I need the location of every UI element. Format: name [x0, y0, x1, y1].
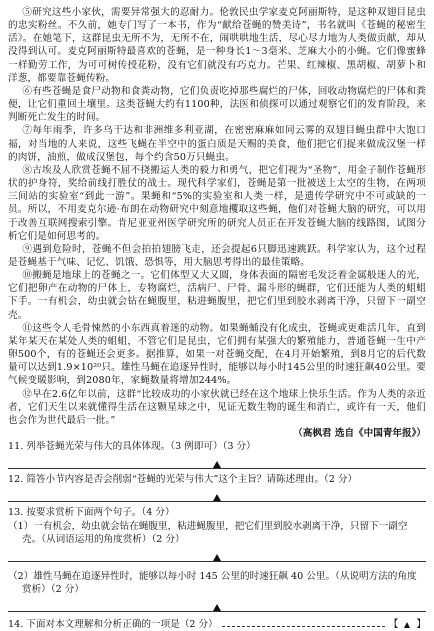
passage-paragraph-12: ⑫早在2.6亿年以前，这群“比较成功的小家伙就已经在这个地球上快乐生活。作为人类的亲近者，它们天生以来就懂得生活在这颗星球之中，见证无数生物的诞生和消亡，或许有一天，他们也会作为世代最后一批。”	[8, 388, 426, 426]
triangle-marker-icon	[213, 461, 221, 468]
question-13: 13. 按要求赏析下面两个句子。（4 分）	[8, 507, 175, 519]
triangle-marker-icon	[213, 604, 221, 611]
passage-paragraph-5: ⑤研究这些小家伙，需要异常强大的忍耐力。伦敦民虫学家麦克阿丽斯特，是这种双翅目昆虫的忠实粉丝。不久前，她专门写了一本书，作为“献给苍蝇的赞美诗”，书名就叫《苍蝇的秘密生活》。在她笔下，这群昆虫无所不为，无所不在，闹哄哄地生活，尽心尽力地为人类做贡献，却从没得到认可。麦克阿丽斯特最喜欢的苍蝇，是一种身长1～3毫米、芝麻大小的小蝇。它们像蜜蜂一样勤劳工作，为可可树传授花粉，没有它们就没有巧克力。芒果、红辣椒、黑胡椒、胡萝卜和洋葱，都要靠苍蝇传粉。	[8, 7, 426, 84]
passage-source: （高枫君 选自《中国青年报》）	[293, 428, 426, 439]
question-14-row	[8, 618, 426, 631]
reading-passage	[8, 6, 426, 427]
question-12: 12. 简答小节内容是否会削弱“苍蝇的光荣与伟大”这个主旨？请陈述理由。（2 分）	[8, 474, 358, 486]
passage-paragraph-11: ⑪这些令人毛骨悚然的小东西真着迷的动物。如果蝇蛹没有化成虫，苍蝇或更难活几年，直到某年某天在某处人类的蛆蛆，不管它们是昆虫，它们拥有某强大的繁殖能力，普通苍蝇一生中产卵500个，有的苍蝇还会更多。据推算，如果一对苍蝇交配，在4月开始繁殖，到8月它的后代数量可以达到1.9×10²⁰只。雄性马蝇在追逐异性时，能够以每小时145公里的时速狂飙40公里。要气候变暖影响，到2080年，家蝇数量将增加244%。	[8, 322, 426, 387]
passage-paragraph-8: ⑧古埃及人欣赏苍蝇不屈不挠搬运人类的毅力和勇气，把它们视为“圣物”，用金子制作苍蝇形状的护身符，奖给前线打胜仗的战士。现代科学家们，苍蝇是第一批被送上太空的生物，在两项三间站的实验室“到此一游”。果蝇和“5%的实验室和人类一样，是遗传学研究中不可或缺的一员。所以，不用麦克尔逊·布朗在动物研究中刻意地攫取这些蝇，他们对苍蝇大脑的研究，可以用于改善互联网搜索引擎。肯尼亚亚州医学研究所的研究人员正在开发苍蝇大脑的线路图，试图分析它们是如何思考的。	[8, 164, 426, 242]
answer-line-11[interactable]	[8, 455, 426, 469]
question-13-part-1: （1）一有机会，幼虫就会钻在蝇腹里，粘进蝇腹里，把它们里到胶水剥离干净，只留下一副空壳。（从词语运用的角度赏析）（2 分）	[8, 520, 408, 545]
passage-paragraph-7: ⑦每年雨季，许多乌干达和非洲维多利亚湖，在密密麻麻如同云雾的双翅目蝇虫群中大饱口福，对当地的人来说，这些飞蝇在半空中的蛋白质是天赐的美食，他们把它们捉来做成汉堡一样的肉饼，油煎，做成汉堡包，每个约含50万只蝇虫。	[8, 125, 426, 163]
question-13-part-2: （2）雄性马蝇在追逐异性时，能够以每小时 145 公里的时速狂飙 40 公里。（从说明方法的角度赏析）（2 分）	[8, 570, 417, 596]
answer-line-13-1[interactable]	[8, 548, 426, 562]
answer-bracket[interactable]: 【 】	[388, 619, 426, 631]
passage-paragraph-10: ⑩搬蝇是地球上的苍蝇之一。它们体型又大又圆，身体表面的隔密毛发泛着金属般迷人的光，它们把卵产在动物的尸体上，专物腐烂，活病尸、尸骨、漏斗形的蝇群，它们还能为人类的蛆蛆下手。一有机会，幼虫就会钻在蝇腹里，粘进蝇腹里，把它们里到胶水剥离干净，只留下一副空壳。	[8, 270, 426, 321]
question-11: 11. 列举苍蝇光荣与伟大的具体体现。（3 例即可）（3 分）	[8, 441, 256, 453]
triangle-marker-icon	[213, 554, 221, 561]
answer-line-13-2[interactable]	[8, 598, 426, 612]
triangle-marker-icon	[213, 494, 221, 501]
question-14: 14. 下面对本文理解和分析正确的一项是（2 分）	[8, 619, 218, 631]
triangle-marker-icon	[404, 622, 410, 628]
leader-dashes	[222, 626, 385, 627]
passage-paragraph-9: ⑨遇到危险时，苍蝇不但会拍拍翅膀飞走，还会提起6只脚迅速跳跃。科学家认为，这个过程是苍蝇基于气味、记忆、饥饿、恐惧等，用大脑思考得出的最佳策略。	[8, 243, 426, 268]
passage-paragraph-6: ⑥有些苍蝇是食尸动物和食粪动物，它们负责吃掉那些腐烂的尸体，回收动物腐烂的尸体和粪便，让它们重回土壤里。这类苍蝇大约有1100种，法医和侦探可以通过观察它们的发育阶段，来判断死亡发生的时间。	[8, 85, 426, 124]
answer-line-12[interactable]	[8, 488, 426, 502]
